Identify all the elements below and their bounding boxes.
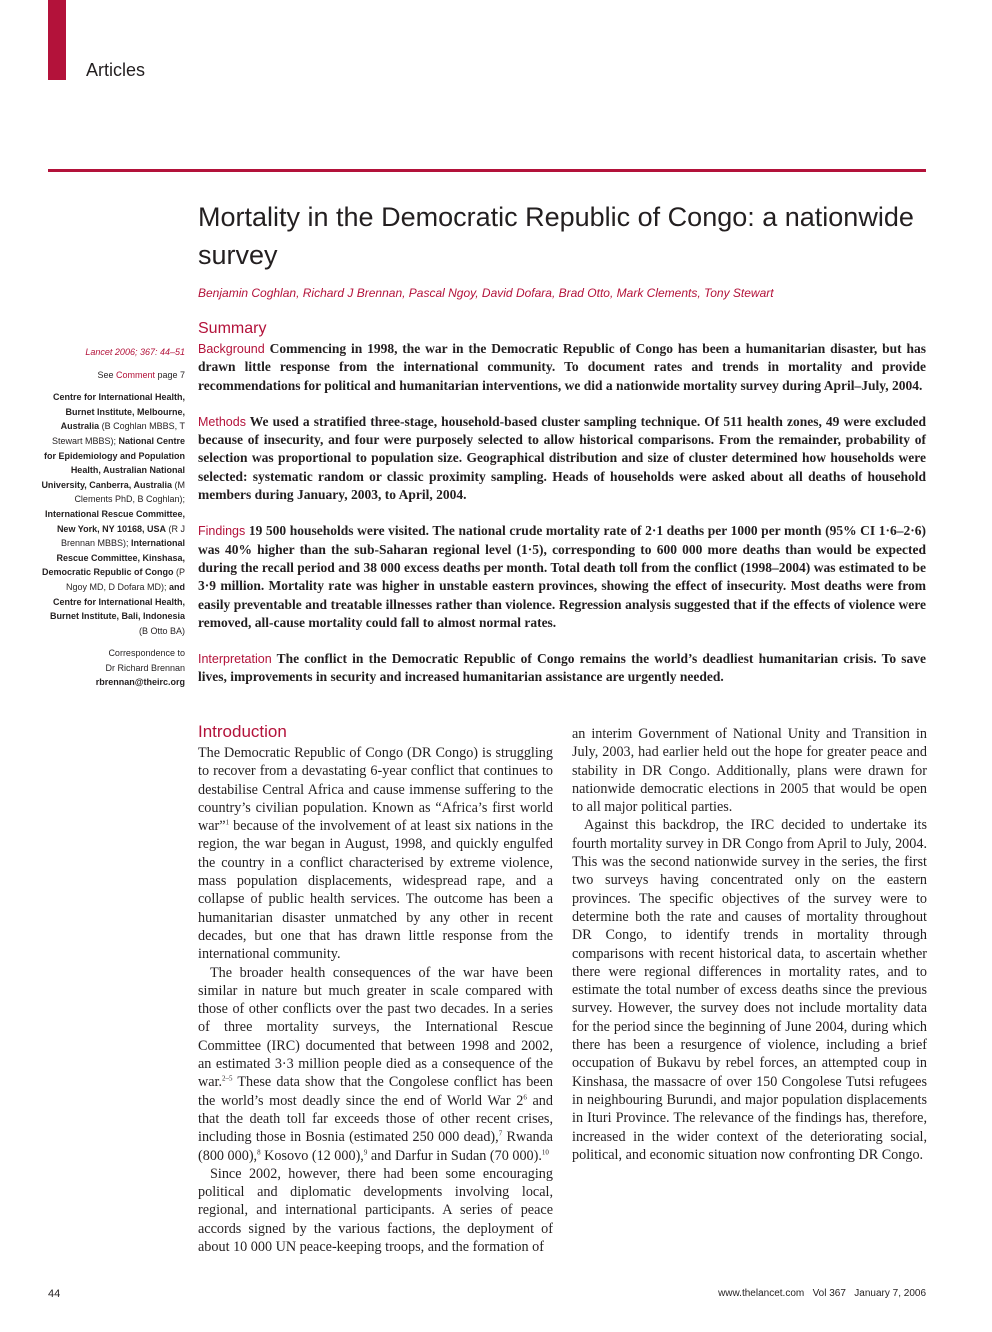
intro-paragraph [572,816,927,1164]
summary-background [198,340,926,395]
reference-mark: 9 [363,1147,368,1156]
section-marker-bar [48,0,66,80]
text-run: The broader health consequences of the war have been similar in nature but much greater in scale compared with those of other conflicts over the past two decades. In a series of three mortality surveys, the International Rescue Committee (IRC) documented that between 1998 and 2002, an estimated 3·3 million people died as a consequence of the war. [198,964,553,1091]
section-label: Articles [86,60,146,80]
sidebar-notes [40,345,185,698]
methods-label: Methods [198,414,246,429]
affiliation-and: and [168,581,185,592]
header-rule [48,169,926,172]
reference-mark: 7 [498,1129,503,1138]
text-run: because of the involvement of at least six nations in the region, the war began in August, 1998, and quickly engulfed the country in a conflict characterised by extreme violence, mass population displacements, widespread rape, and a collapse of public health services. The outcome has been a humanitarian disaster unmatched by any other in recent decades, but one that has drawn little response from the international community. [198,818,553,963]
text-run: Rwanda (800 000), [198,1129,553,1164]
intro-paragraph [198,1165,553,1256]
issue-date: January 7, 2006 [854,1288,926,1299]
see-prefix: See [97,369,116,380]
affiliation: Centre for International Health, Burnet Institute, Melbourne, Australia [52,392,185,432]
comment-link[interactable]: Comment [115,369,155,380]
text-run: and that the death toll far exceeds those of other recent crises, including those in Bosnia (estimated 250 000 dead), [198,1092,553,1146]
see-comment [40,368,185,383]
correspondence [40,646,185,690]
background-label: Background [198,342,265,356]
summary-findings [198,522,926,632]
affiliation: Centre for International Health, Burnet Institute, Bali, Indonesia [49,596,185,622]
affiliation-people: (B Otto BA) [138,625,185,636]
reference-mark: 8 [257,1147,261,1156]
affiliation: International Rescue Committee, Kinshasa, Democratic Republic of Congo [41,538,185,578]
article-title: Mortality in the Democratic Republic of Congo: a nationwide survey [198,202,914,270]
summary-heading: Summary [198,320,267,337]
background-text: Commencing in 1998, the war in the Democratic Republic of Congo has been a humanitarian disaster, but has drawn little response from the international community. To document rates and trends in mortality and provide recommendations for political and humanitarian interventions, we did a nationwide mortality survey during April–July, 2004. [198,341,927,393]
see-suffix: page 7 [154,369,185,380]
methods-text: We used a stratified three-stage, household-based cluster sampling technique. Of 511 health zones, 49 were excluded because of insecurity, and four were purposely selected to allow historical comparisons. From the remainder, probability of selection was proportional to population size. Geographical distribution and size of cluster determined how households were selected: systematic random or classic proximity sampling. Heads of households were asked about all deaths of household members during January, 2003, to April, 2004. [198,413,927,503]
page-number: 44 [48,1288,61,1300]
summary-block [198,340,926,705]
findings-text: 19 500 households were visited. The national crude mortality rate of 2·1 deaths per 1000 per month (95% CI 1·6–2·6) was 40% higher than the sub-Saharan regional level (1·5), corresponding to 600 000 more deaths than would be expected during the recall period and 38 000 excess deaths per month. Total death toll from the conflict (1998–2004) was estimated to be 3·9 million. Mortality rate was higher in unstable eastern provinces, showing the effect of insecurity. Most deaths were from easily preventable and treatable illnesses rather than violence. Regression analysis suggested that if the effects of violence were removed, all-cause mortality could fall to almost normal rates. [198,523,927,630]
introduction-heading: Introduction [198,722,287,741]
intro-paragraph [198,744,553,964]
reference-mark: 1 [225,818,230,827]
body-column-right [572,725,927,1164]
interpretation-label: Interpretation [198,652,272,667]
text-run: Since 2002, however, there had been some encouraging political and diplomatic developments involving local, regional, and international participants. A series of peace accords signed by the various factions, the deployment of about 10 000 UN peace-keeping troops, and the formation of [198,1165,553,1256]
findings-label: Findings [198,524,246,539]
body-column-left [198,744,553,1256]
affiliations [40,390,185,638]
journal-volume: Vol 367 [812,1288,846,1299]
reference-mark: 6 [523,1092,527,1101]
interpretation-text: The conflict in the Democratic Republic of Congo remains the world’s deadliest humanitarian crisis. To save lives, improvements in security and increased humanitarian assistance are urgently needed. [198,651,927,685]
summary-methods [198,413,926,504]
correspondence-name: Dr Richard Brennan [105,662,185,673]
footer-info [718,1288,926,1299]
reference-mark: 10 [541,1147,549,1156]
journal-website[interactable]: www.thelancet.com [718,1288,805,1299]
intro-paragraph-continued [572,725,927,816]
text-run: These data show that the Congolese conflict has been the world’s most deadly since the end of World War 2 [198,1074,553,1109]
author-list: Benjamin Coghlan, Richard J Brennan, Pascal Ngoy, David Dofara, Brad Otto, Mark Clements, Tony Stewart [198,286,774,300]
citation: Lancet 2006; 367: 44–51 [85,347,185,357]
correspondence-email[interactable]: rbrennan@theirc.org [95,677,185,688]
affiliation-people: (M Clements PhD, B Coghlan); [74,479,185,505]
affiliation: National Centre for Epidemiology and Population Health, Australian National University, Canberra, Australia [41,435,185,490]
affiliation-people: (B Coghlan MBBS, T Stewart MBBS); [51,421,185,446]
affiliation-people: (R J Brennan MBBS); [60,523,185,549]
text-run: Against this backdrop, the IRC decided to undertake its fourth mortality survey in DR Congo from April to July, 2004. This was the second nationwide survey in the series, the first two surveys having concentrated only on the eastern provinces. The specific objectives of the survey were to determine both the rate and causes of mortality throughout DR Congo, to identify trends in mortality through comparisons with recent historical data, to ascertain whether there were regional differences in mortality rates, and to estimate the total number of excess deaths since the previous survey. However, the survey does not include mortality data for the period since the beginning of June 2004, during which there has been a resurgence of violence, including a brief occupation of Bukavu by rebel forces, an attempted coup in Kinshasa, the massacre of over 150 Congolese Tutsi refugees in neighbouring Burundi, and major population displacements in Ituri Province. The relevance of the findings has, therefore, increased in the wider context of the deteriorating social, political, and economic situation now confronting DR Congo. [572,817,927,1163]
text-run: and Darfur in Sudan (70 000). [367,1147,542,1164]
text-run: The Democratic Republic of Congo (DR Congo) is struggling to recover from a devastating 6-year conflict that continues to destabilise Central Africa and cause immense suffering to the country’s civilian population. Known as “Africa’s first world war” [198,745,553,835]
correspondence-label: Correspondence to [108,648,185,659]
text-run: an interim Government of National Unity and Transition in July, 2003, had earlier held out the hope for greater peace and stability in DR Congo. Additionally, plans were drawn for nationwide democratic elections in 2005 that would be open to all major political parties. [572,726,927,816]
reference-mark: 2–5 [222,1074,233,1083]
summary-interpretation [198,650,926,687]
text-run: Kosovo (12 000), [260,1147,364,1164]
affiliation-people: (P Ngoy MD, D Dofara MD); [65,567,185,592]
affiliation: International Rescue Committee, New York, NY 10168, USA [44,508,185,534]
intro-paragraph [198,964,553,1165]
